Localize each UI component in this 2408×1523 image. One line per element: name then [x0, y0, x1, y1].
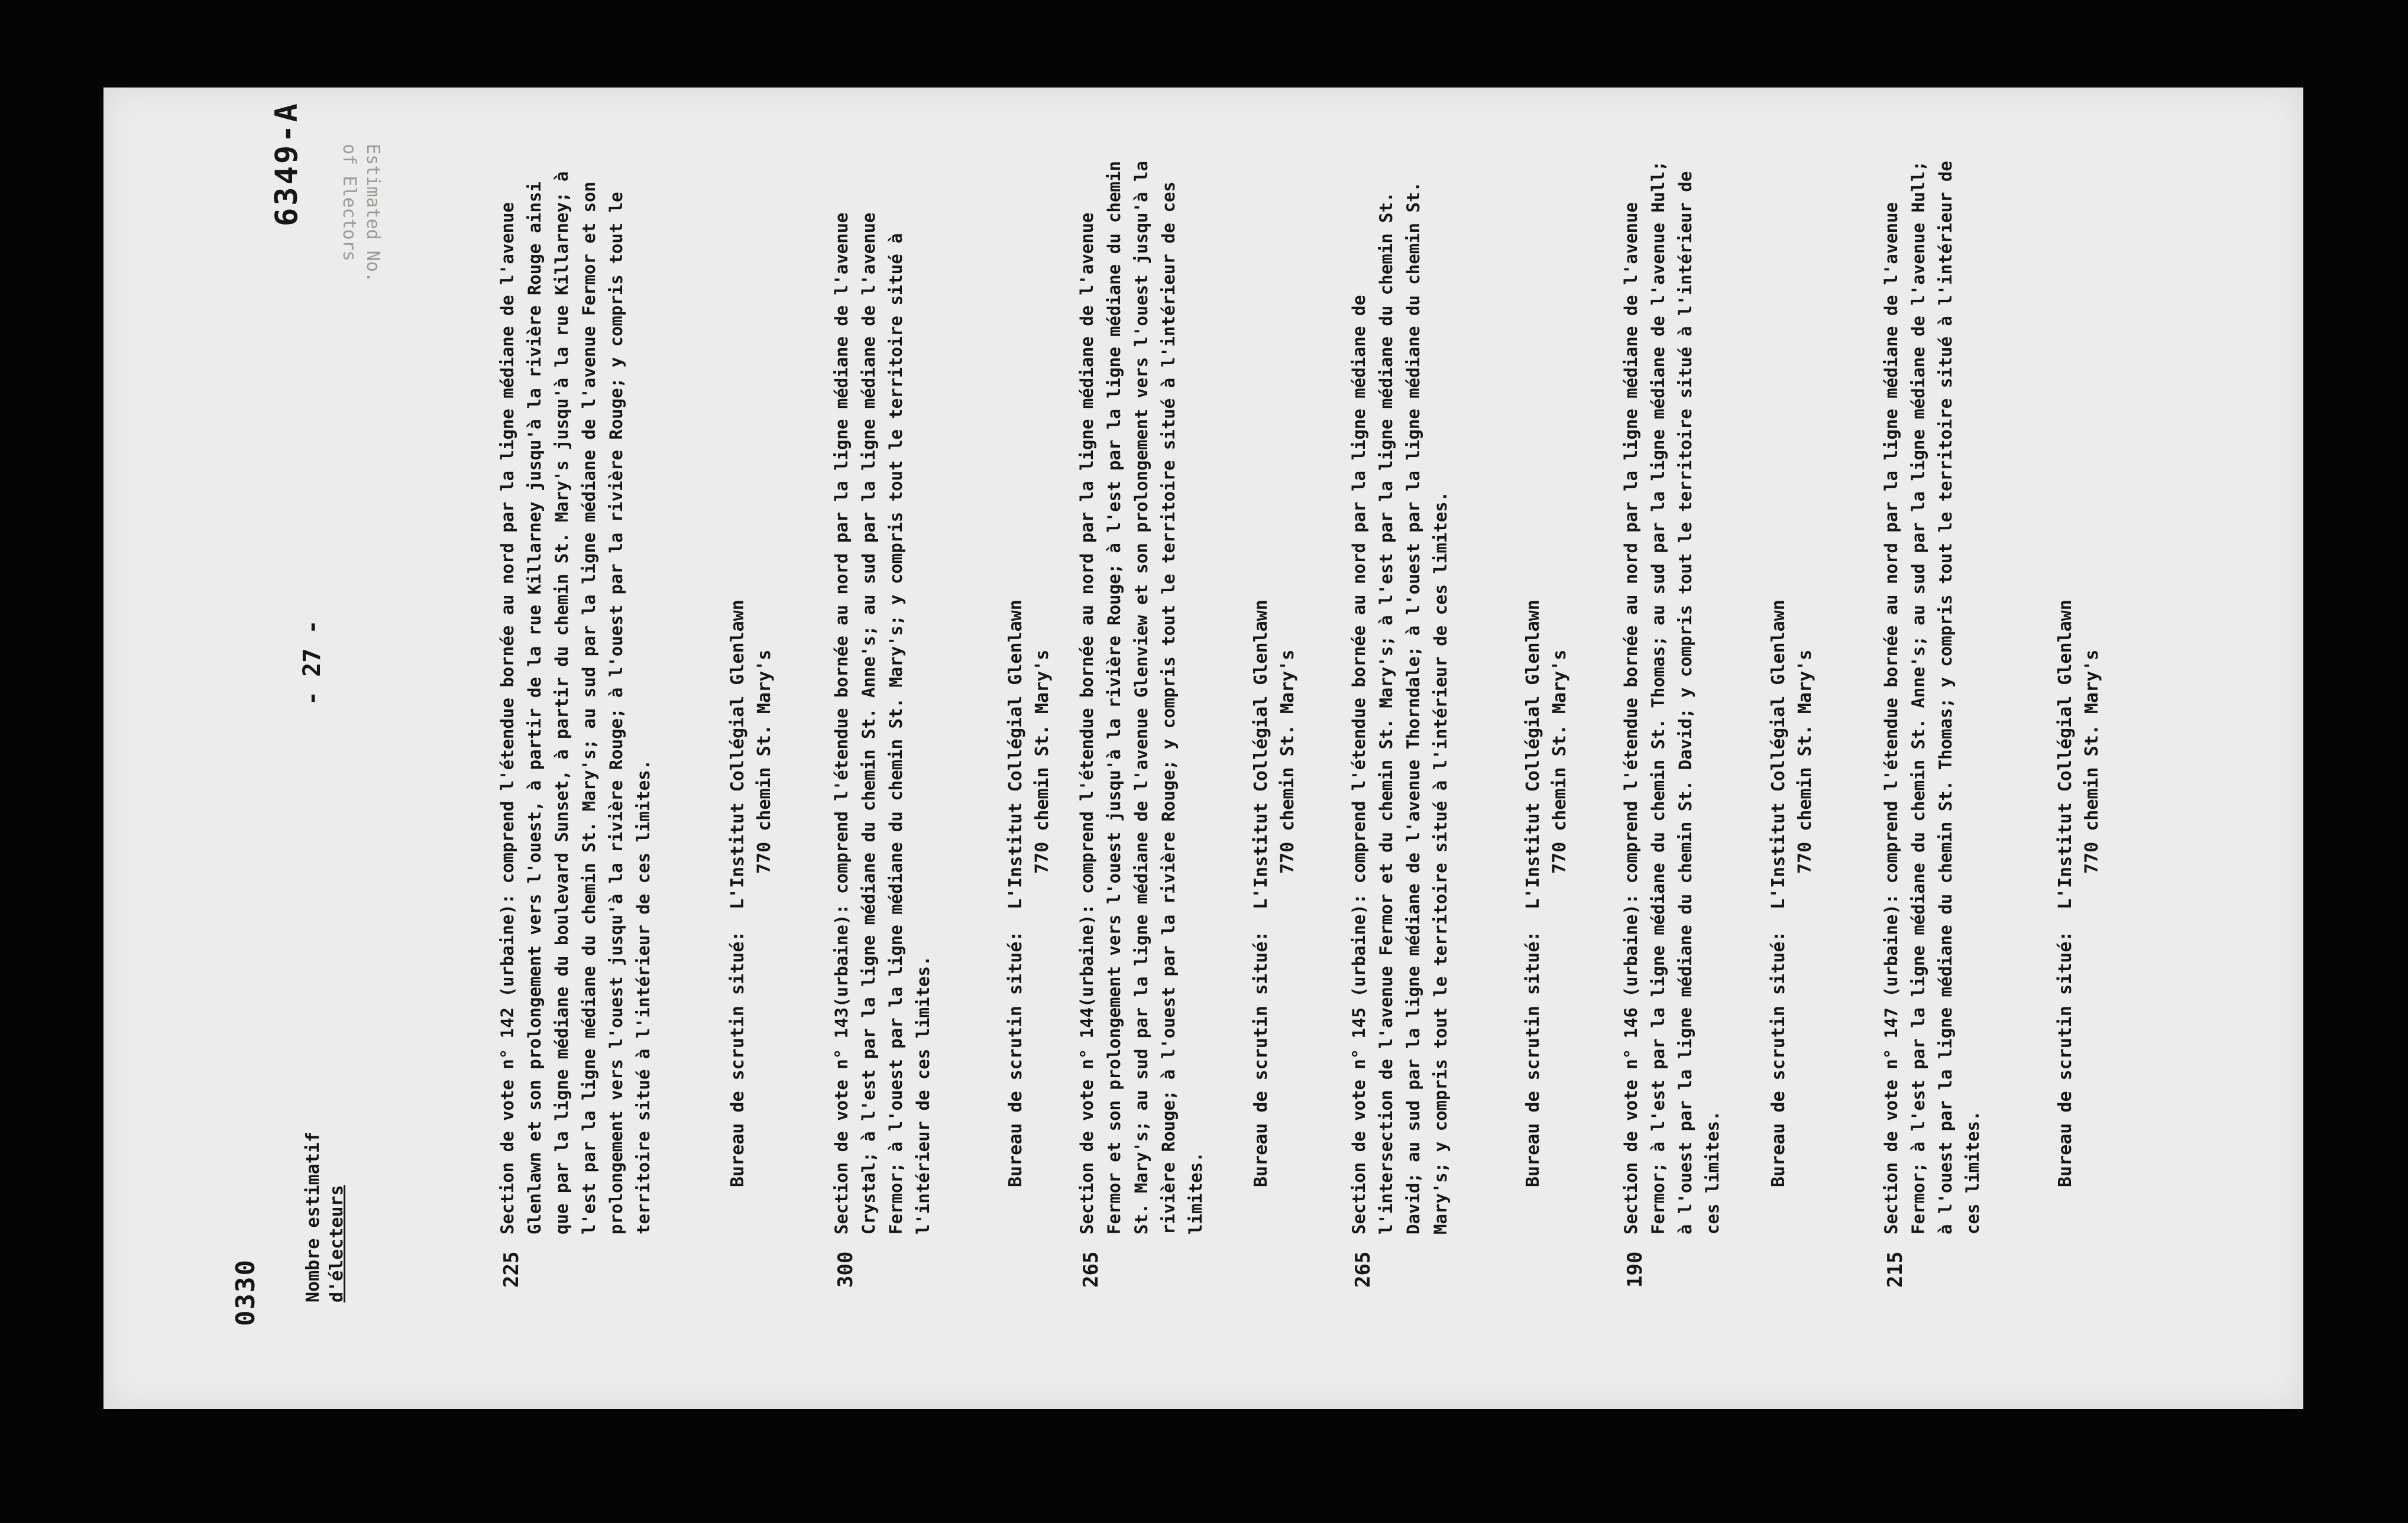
- side-number: 0330: [231, 1259, 261, 1326]
- polling-station-address: 770 chemin St. Mary's: [1549, 649, 1570, 874]
- bleed-through-line2: of Electors: [339, 144, 360, 261]
- polling-station-address: 770 chemin St. Mary's: [2082, 649, 2102, 874]
- page-number: - 27 -: [299, 620, 326, 705]
- section-description: Section de vote n° 143(urbaine): comprend l'étendue bornée au nord par la ligne médiane de l'avenue Crystal; à l'est par la ligne médiane du chemin St. Anne's; au sud par la ligne médiane de l'avenue Fermor; à l'ouest par la ligne médiane du chemin St. Mary's; y compris tout le territoire situé à l'intérieur de ces limites.: [831, 212, 933, 1234]
- rotated-page: [103, 88, 2303, 1409]
- polling-station-label: Bureau de scrutin situé:: [1768, 931, 1789, 1187]
- polling-station-name: L'Institut Collégial Glenlawn: [1005, 600, 1026, 909]
- polling-station-label: Bureau de scrutin situé:: [1005, 931, 1026, 1187]
- polling-station-address: 770 chemin St. Mary's: [1277, 649, 1298, 874]
- polling-station-name: L'Institut Collégial Glenlawn: [727, 600, 748, 909]
- polling-station-name: L'Institut Collégial Glenlawn: [1251, 600, 1271, 909]
- elector-count: 265: [1079, 1251, 1103, 1288]
- polling-station-name: L'Institut Collégial Glenlawn: [2055, 600, 2076, 909]
- polling-station-label: Bureau de scrutin situé:: [1523, 931, 1543, 1187]
- section-description: Section de vote n° 147 (urbaine): comprend l'étendue bornée au nord par la ligne médiane de l'avenue Fermor; à l'est par la ligne médiane du chemin St. Anne's; au sud par la ligne médiane de l'avenue Hull; à l'ouest par la ligne médiane du chemin St. Thomas; y compris tout le territoire situé à l'intérieur de ces limites.: [1881, 161, 1983, 1234]
- section-description: Section de vote n° 146 (urbaine): comprend l'étendue bornée au nord par la ligne médiane de l'avenue Fermor; à l'est par la ligne médiane du chemin St. Thomas; au sud par la ligne médiane de l'avenue Hull; à l'ouest par la ligne médiane du chemin St. David; y compris tout le territoire situé à l'intérieur de ces limites.: [1621, 161, 1723, 1234]
- polling-station-label: Bureau de scrutin situé:: [727, 931, 748, 1187]
- polling-station-address: 770 chemin St. Mary's: [754, 649, 775, 874]
- section-description: Section de vote n° 145 (urbaine): comprend l'étendue bornée au nord par la ligne médiane de l'intersection de l'avenue Fermor et du chemin St. Mary's; à l'est par la ligne médiane du chemin St. David; au sud par la ligne médiane de l'avenue Thorndale; à l'ouest par la ligne médiane du chemin St. Mary's; y compris tout le territoire situé à l'intérieur de ces limites.: [1349, 182, 1451, 1234]
- elector-count: 225: [500, 1251, 523, 1288]
- column-header-line2: d'électeurs: [326, 1185, 347, 1302]
- polling-station-label: Bureau de scrutin situé:: [1251, 931, 1271, 1187]
- column-header-line1: Nombre estimatif: [303, 1132, 323, 1302]
- polling-station-label: Bureau de scrutin situé:: [2055, 931, 2076, 1187]
- section-description: Section de vote n° 144(urbaine): comprend l'étendue bornée au nord par la ligne médiane de l'avenue Fermor et son prolongement vers l'ouest jusqu'à la rivière Rouge; à l'est par la ligne médiane du chemin St. Mary's; au sud par la ligne médiane de l'avenue Glenview et son prolongement vers l'ouest jusqu'à la rivière Rouge; à l'ouest par la rivière Rouge; y compris tout le territoire situé à l'intérieur de ces limites.: [1077, 161, 1206, 1234]
- document-number: 6349-A: [269, 101, 305, 226]
- elector-count: 265: [1351, 1251, 1375, 1288]
- elector-count: 300: [834, 1251, 857, 1288]
- elector-count: 215: [1883, 1251, 1907, 1288]
- bleed-through-header: [337, 144, 384, 283]
- polling-station-name: L'Institut Collégial Glenlawn: [1523, 600, 1543, 909]
- elector-count: 190: [1623, 1251, 1647, 1288]
- polling-station-address: 770 chemin St. Mary's: [1032, 649, 1053, 874]
- column-header: [302, 1132, 349, 1302]
- section-description: Section de vote n° 142 (urbaine): comprend l'étendue bornée au nord par la ligne médiane de l'avenue Glenlawn et son prolongement vers l'ouest, à partir de la rue Killarney jusqu'à la rivière Rouge ainsi que par la ligne médiane du boulevard Sunset, à partir du chemin St. Mary's jusqu'à la rue Killarney; à l'est par la ligne médiane du chemin St. Mary's; au sud par la ligne médiane de l'avenue Fermor et son prolongement vers l'ouest jusqu'à la rivière Rouge; à l'ouest par la rivière Rouge; y compris tout le territoire situé à l'intérieur de ces limites.: [497, 171, 653, 1234]
- bleed-through-line1: Estimated No.: [363, 144, 383, 283]
- polling-station-name: L'Institut Collégial Glenlawn: [1768, 600, 1789, 909]
- polling-station-address: 770 chemin St. Mary's: [1795, 649, 1815, 874]
